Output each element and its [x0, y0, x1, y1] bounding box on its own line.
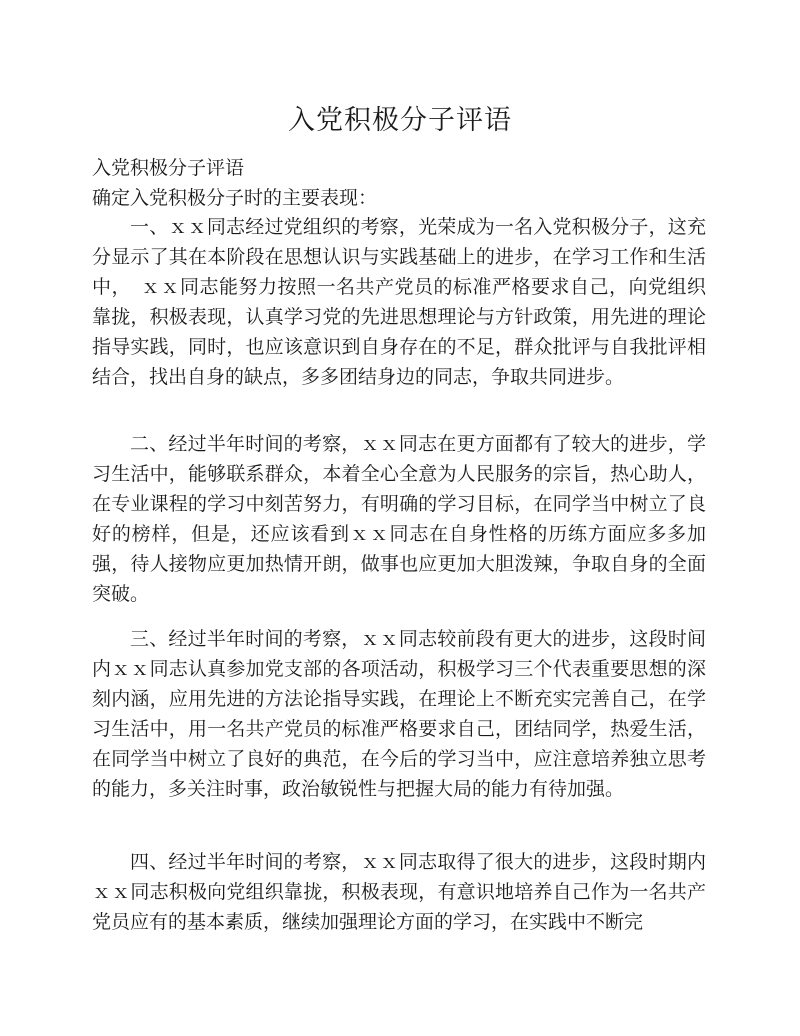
document-title: 入党积极分子评语 [288, 105, 512, 136]
paragraph-4: 四、经过半年时间的考察，ｘｘ同志取得了很大的进步，这段时期内ｘｘ同志积极向党组织靠拢，积极表现，有意识地培养自己作为一名共产党员应有的基本素质，继续加强理论方面的学习，在实践中不断完 [92, 851, 706, 933]
paragraph-2: 二、经过半年时间的考察，ｘｘ同志在更方面都有了较大的进步，学习生活中，能够联系群众，本着全心全意为人民服务的宗旨，热心助人，在专业课程的学习中刻苦努力，有明确的学习目标，在同学当中树立了良好的榜样，但是，还应该看到ｘｘ同志在自身性格的历练方面应多多加强，待人接物应更加热情开朗，做事也应更加大胆泼辣，争取自身的全面突破。 [92, 433, 706, 605]
paragraph-1: 一、ｘｘ同志经过党组织的考察，光荣成为一名入党积极分子，这充分显示了其在本阶段在思想认识与实践基础上的进步，在学习工作和生活中， ｘｘ同志能努力按照一名共产党员的标准严格要求自己，向党组织靠拢，积极表现，认真学习党的先进思想理论与方针政策，用先进的理论指导实践，同时，也应该意识到自身存在的不足，群众批评与自我批评相结合，找出自身的缺点，多多团结身边的同志，争取共同进步。 [92, 216, 706, 388]
document-intro: 确定入党积极分子时的主要表现： [92, 187, 378, 209]
document-subtitle: 入党积极分子评语 [92, 157, 245, 179]
paragraph-3: 三、经过半年时间的考察，ｘｘ同志较前段有更大的进步，这段时间内ｘｘ同志认真参加党支部的各项活动，积极学习三个代表重要思想的深刻内涵，应用先进的方法论指导实践，在理论上不断充实完善自己，在学习生活中，用一名共产党员的标准严格要求自己，团结同学，热爱生活，在同学当中树立了良好的典范，在今后的学习当中，应注意培养独立思考的能力，多关注时事，政治敏锐性与把握大局的能力有待加强。 [92, 628, 706, 800]
